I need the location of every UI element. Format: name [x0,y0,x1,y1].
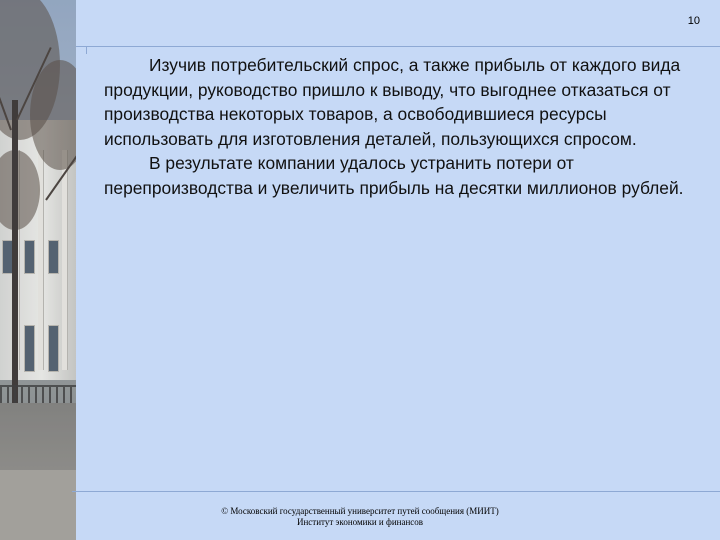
top-rule [76,46,720,47]
building-photo [0,0,76,540]
top-rule-tick [86,46,87,54]
paragraph: В результате компании удалось устранить потери от перепроизводства и увеличить прибыль на десятки миллионов рублей. [104,153,684,198]
photo-tint [0,0,76,540]
slide-body [104,53,689,201]
footer [160,506,560,528]
page-number: 10 [687,15,700,27]
paragraph: Изучив потребительский спрос, а также прибыль от каждого вида продукции, руководство пришло к выводу, что выгоднее отказаться от производства некоторых товаров, а освободившиеся ресурсы использовать для изготовления деталей, пользующихся спросом. [104,55,681,149]
footer-copyright: © Московский государственный университет путей сообщения (МИИТ) [221,506,499,516]
footer-institute: Институт экономики и финансов [296,517,424,527]
bottom-rule [72,491,720,492]
